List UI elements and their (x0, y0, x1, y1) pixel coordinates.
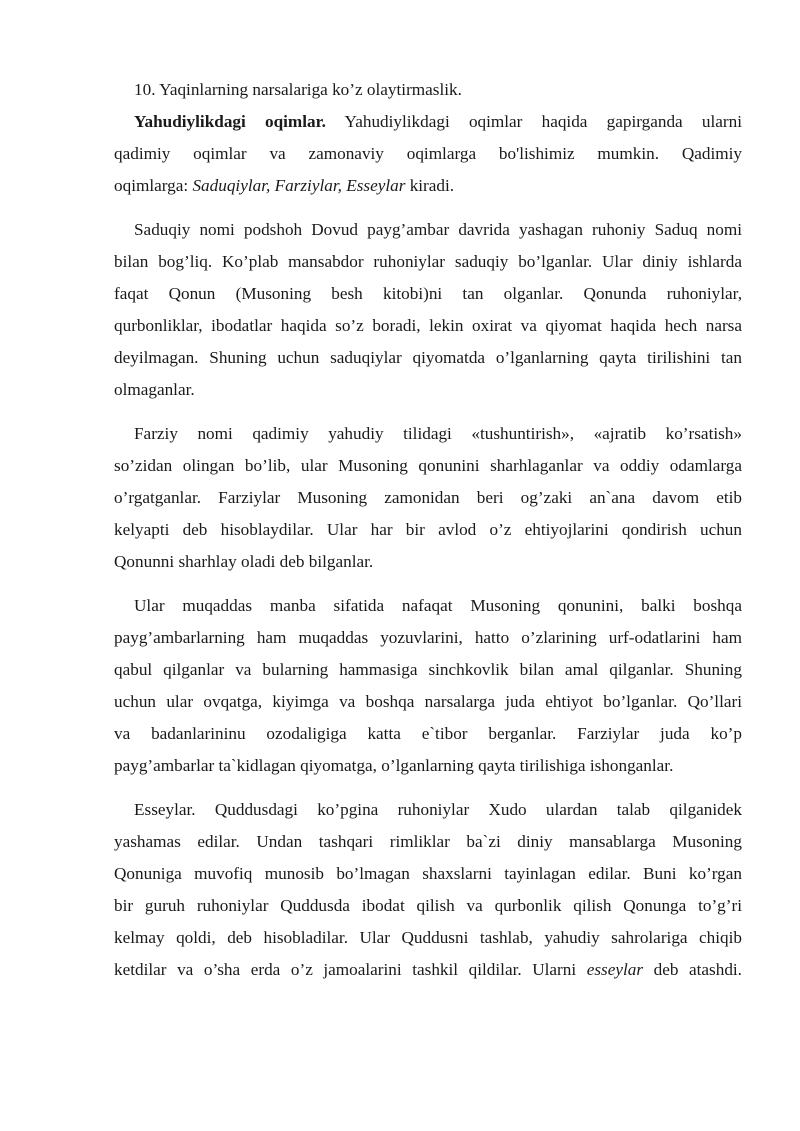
paragraph-line: va badanlarininu ozodaligiga katta e`tibor berganlar. Farziylar juda ko’p (114, 724, 742, 743)
paragraph-line: deyilmagan. Shuning uchun saduqiylar qiyomatda o’lganlarning qayta tirilishini tan (114, 348, 742, 367)
paragraph-line: yashamas edilar. Undan tashqari rimliklar ba`zi diniy mansablarga Musoning (114, 832, 742, 851)
paragraph-esseylar (114, 794, 742, 986)
paragraph-line: olmaganlar. (114, 380, 195, 399)
paragraph-line: Yahudiylikdagi oqimlar. Yahudiylikdagi oqimlar haqida gapirganda ularni (134, 112, 742, 131)
section-heading: Yahudiylikdagi oqimlar. (134, 112, 326, 131)
paragraph-farziy (114, 418, 742, 578)
paragraph-line: Qonunni sharhlay oladi deb bilganlar. (114, 552, 374, 571)
paragraph-line: payg’ambarlarning ham muqaddas yozuvlarini, hatto o’zlarining urf-odatlarini ham (114, 628, 742, 647)
document-page (114, 74, 742, 998)
paragraph-saduqiy (114, 214, 742, 406)
paragraph-ular (114, 590, 742, 782)
paragraph-line: oqimlarga: Saduqiylar, Farziylar, Esseylar kiradi. (114, 176, 455, 195)
list-item: 10. Yaqinlarning narsalariga ko’z olaytirmaslik. (134, 80, 462, 99)
paragraph-line: payg’ambarlar ta`kidlagan qiyomatga, o’lganlarning qayta tirilishiga ishonganlar. (114, 756, 674, 775)
paragraph-line: o’rgatganlar. Farziylar Musoning zamonidan beri og’zaki an`ana davom etib (114, 488, 742, 507)
paragraph-line: ketdilar va o’sha erda o’z jamoalarini tashkil qildilar. Ularni esseylar deb atashdi. (114, 960, 742, 979)
paragraph-line: Saduqiy nomi podshoh Dovud payg’ambar davrida yashagan ruhoniy Saduq nomi (134, 220, 742, 239)
paragraph-line: bilan bog’liq. Ko’plab mansabdor ruhoniylar saduqiy bo’lganlar. Ular diniy ishlarda (114, 252, 742, 271)
paragraph-line: uchun ular ovqatga, kiyimga va boshqa narsalarga juda ehtiyot bo’lganlar. Qo’llari (114, 692, 742, 711)
paragraph-line: faqat Qonun (Musoning besh kitobi)ni tan olganlar. Qonunda ruhoniylar, (114, 284, 742, 303)
italic-term: esseylar (586, 960, 644, 979)
italic-terms: Saduqiylar, Farziylar, Esseylar (192, 176, 406, 195)
paragraph-oqimlar (114, 106, 742, 202)
paragraph-line: Farziy nomi qadimiy yahudiy tilidagi «tushuntirish», «ajratib ko’rsatish» (134, 424, 742, 443)
paragraph-line: Esseylar. Quddusdagi ko’pgina ruhoniylar Xudo ulardan talab qilganidek (134, 800, 742, 819)
paragraph-line: kelmay qoldi, deb hisobladilar. Ular Quddusni tashlab, yahudiy sahrolariga chiqib (114, 928, 742, 947)
paragraph-line: qurbonliklar, ibodatlar haqida so’z boradi, lekin oxirat va qiyomat haqida hech narsa (114, 316, 742, 335)
paragraph-line: bir guruh ruhoniylar Quddusda ibodat qilish va qurbonlik qilish Qonunga to’g’ri (114, 896, 742, 915)
paragraph-line: qadimiy oqimlar va zamonaviy oqimlarga bo'lishimiz mumkin. Qadimiy (114, 144, 742, 163)
paragraph-line: Ular muqaddas manba sifatida nafaqat Musoning qonunini, balki boshqa (134, 596, 742, 615)
paragraph-line: kelyapti deb hisoblaydilar. Ular har bir avlod o’z ehtiyojlarini qondirish uchun (114, 520, 742, 539)
paragraph-line: Qonuniga muvofiq munosib bo’lmagan shaxslarni tayinlagan edilar. Buni ko’rgan (114, 864, 742, 883)
paragraph-line: so’zidan olingan bo’lib, ular Musoning qonunini sharhlaganlar va oddiy odamlarga (114, 456, 742, 475)
paragraph-line: qabul qilganlar va bularning hammasiga sinchkovlik bilan amal qilganlar. Shuning (114, 660, 742, 679)
